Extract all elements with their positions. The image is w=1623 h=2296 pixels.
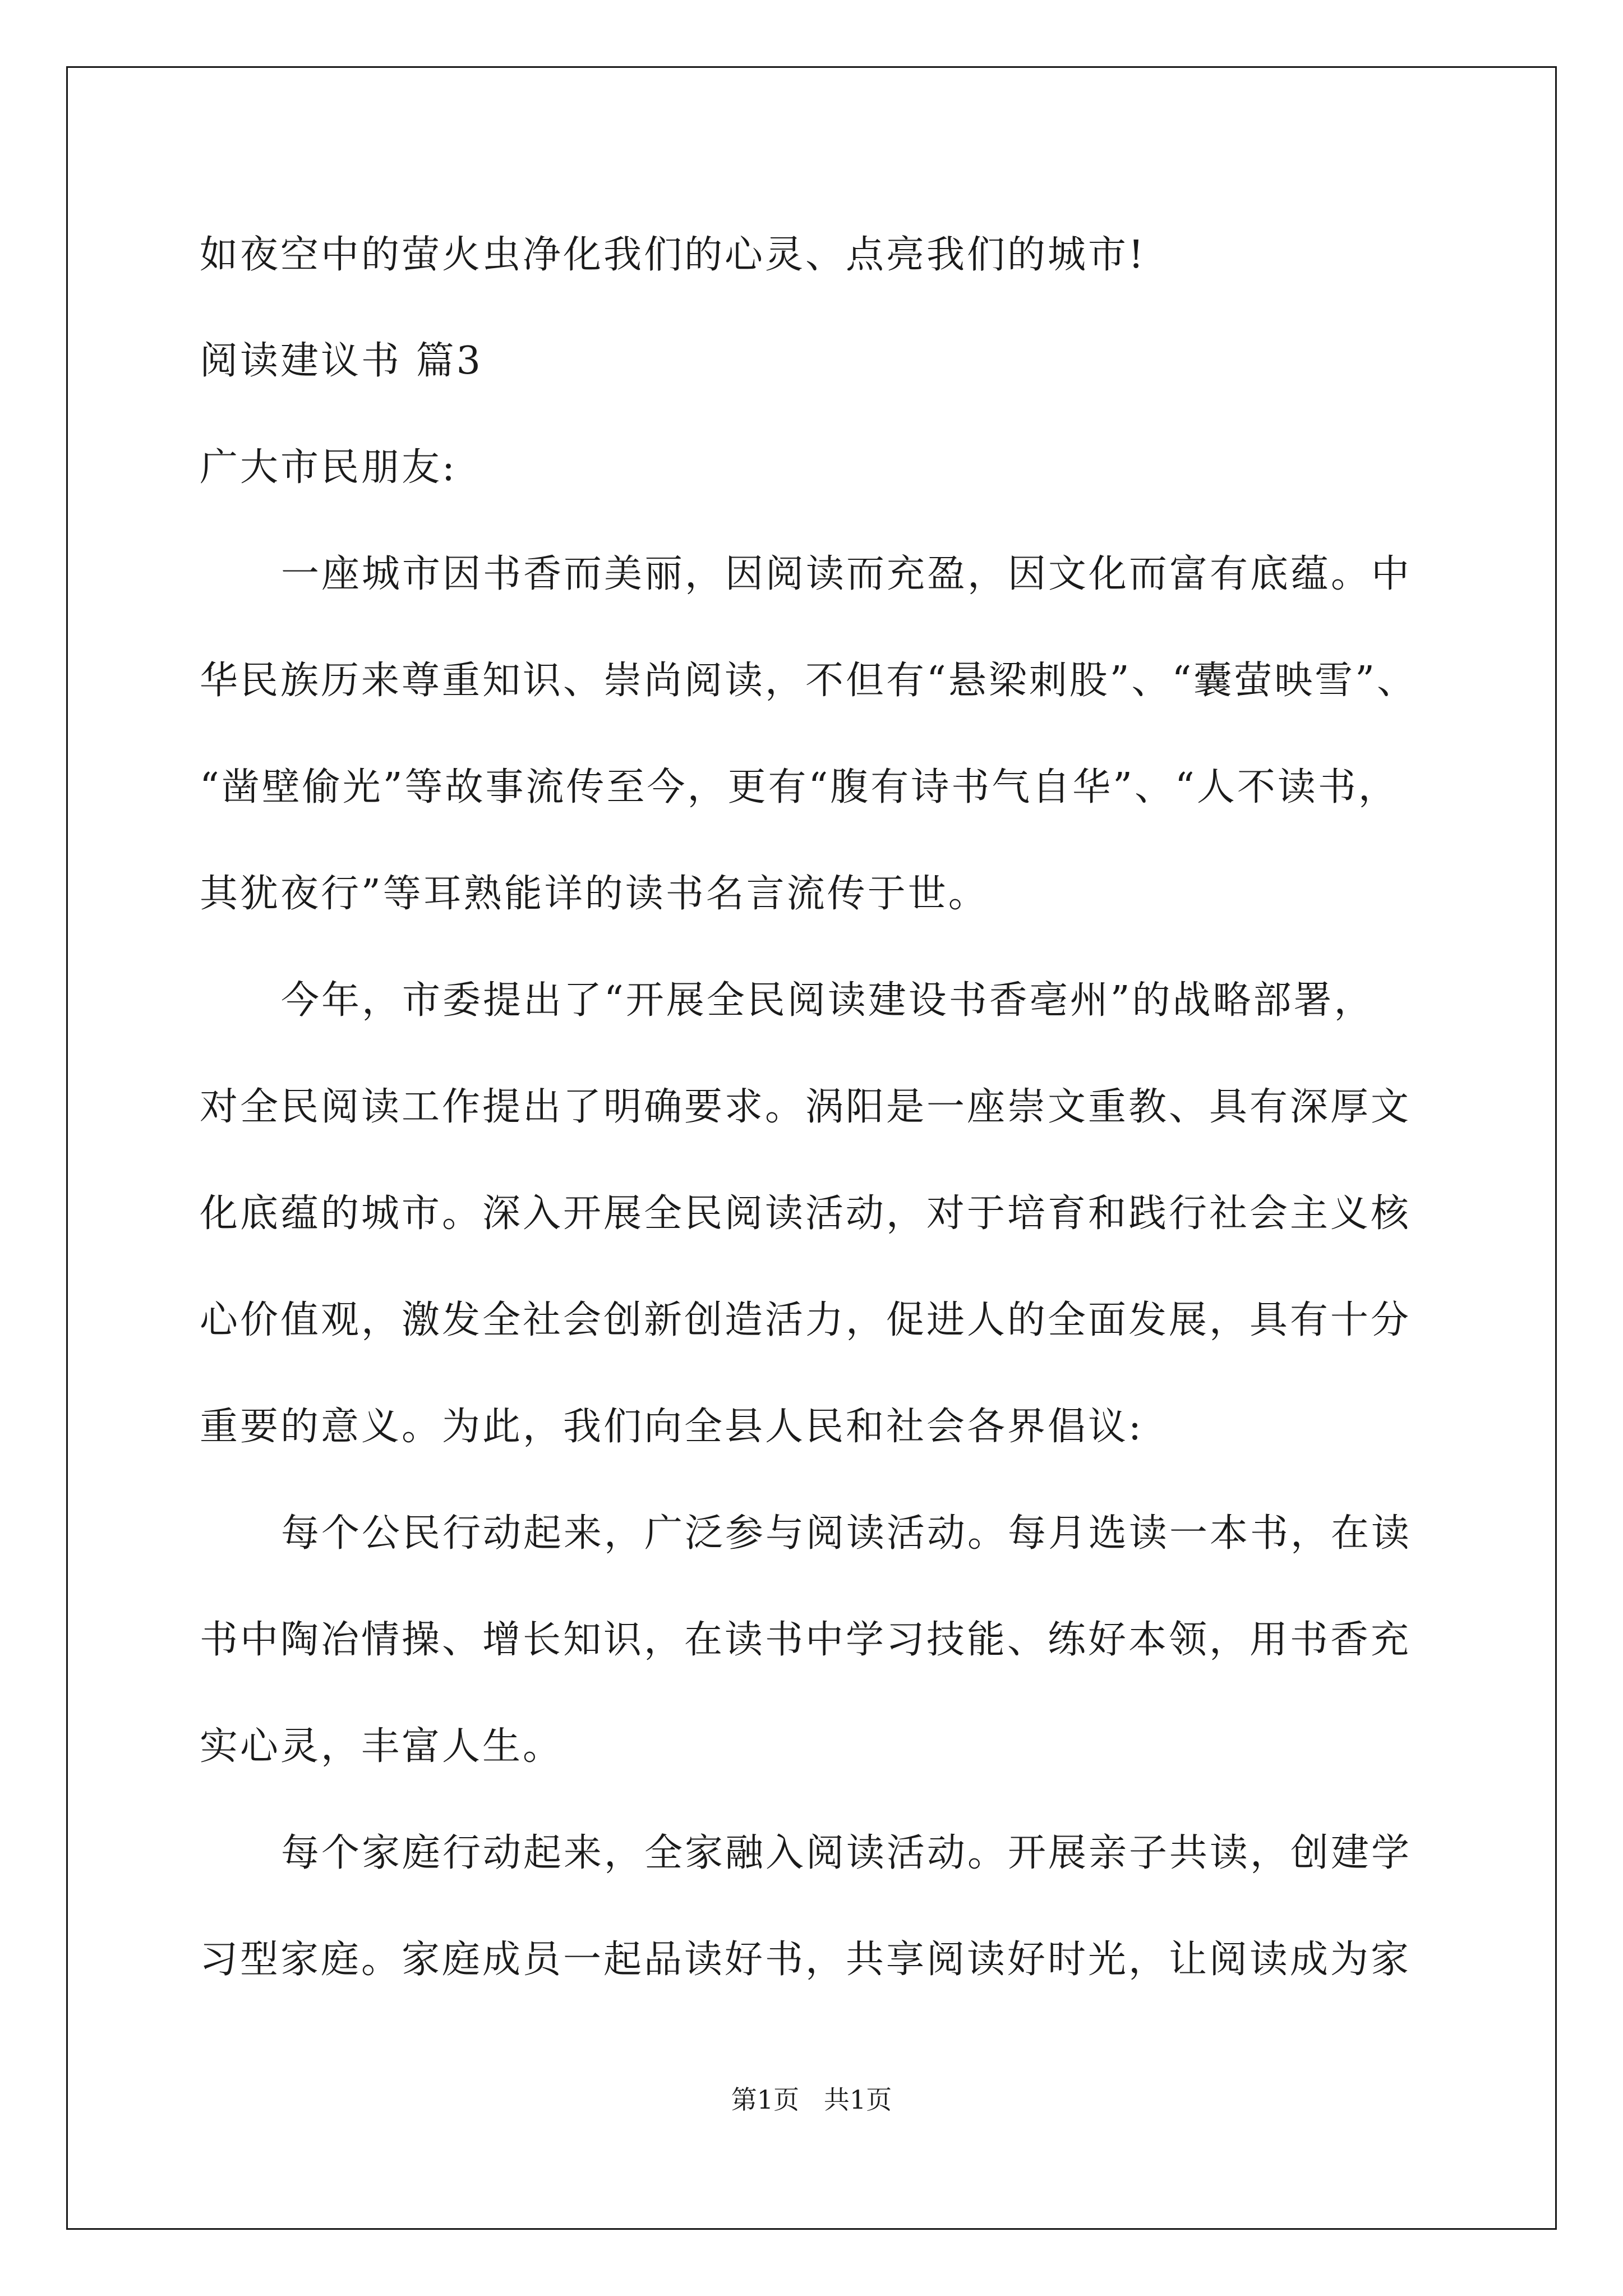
section-heading: 阅读建议书 篇3: [200, 339, 483, 383]
paragraph-line: 一座城市因书香而美丽，因阅读而充盈，因文化而富有底蕴。中: [281, 552, 1412, 596]
text-line: 如夜空中的萤火虫净化我们的心灵、点亮我们的城市!: [200, 233, 1146, 277]
paragraph-line: 每个家庭行动起来，全家融入阅读活动。开展亲子共读，创建学: [281, 1831, 1412, 1875]
paragraph-line: 每个公民行动起来，广泛参与阅读活动。每月选读一本书，在读: [281, 1511, 1412, 1556]
paragraph-line: 心价值观，激发全社会创新创造活力，促进人的全面发展，具有十分: [200, 1298, 1412, 1342]
paragraph-line: 书中陶冶情操、增长知识，在读书中学习技能、练好本领，用书香充: [200, 1618, 1412, 1662]
paragraph-line: 对全民阅读工作提出了明确要求。涡阳是一座崇文重教、具有深厚文: [200, 1085, 1412, 1129]
salutation: 广大市民朋友:: [200, 445, 457, 490]
paragraph-line: 其犹夜行”等耳熟能详的读书名言流传于世。: [200, 872, 989, 916]
paragraph-line: 实心灵，丰富人生。: [200, 1724, 564, 1769]
paragraph-line: 今年，市委提出了“开展全民阅读建设书香亳州”的战略部署，: [281, 978, 1375, 1023]
paragraph-line: 重要的意义。为此，我们向全县人民和社会各界倡议:: [200, 1405, 1144, 1449]
paragraph-line: “凿壁偷光”等故事流传至今，更有“腹有诗书气自华”、“人不读书，: [200, 765, 1399, 809]
paragraph-line: 习型家庭。家庭成员一起品读好书，共享阅读好时光，让阅读成为家: [200, 1938, 1412, 1982]
page-number-footer: 第1页 共1页: [731, 2085, 892, 2115]
page-border: [66, 66, 1557, 2230]
paragraph-line: 化底蕴的城市。深入开展全民阅读活动，对于培育和践行社会主义核: [200, 1191, 1412, 1236]
paragraph-line: 华民族历来尊重知识、崇尚阅读，不但有“悬梁刺股”、“囊萤映雪”、: [200, 659, 1418, 703]
